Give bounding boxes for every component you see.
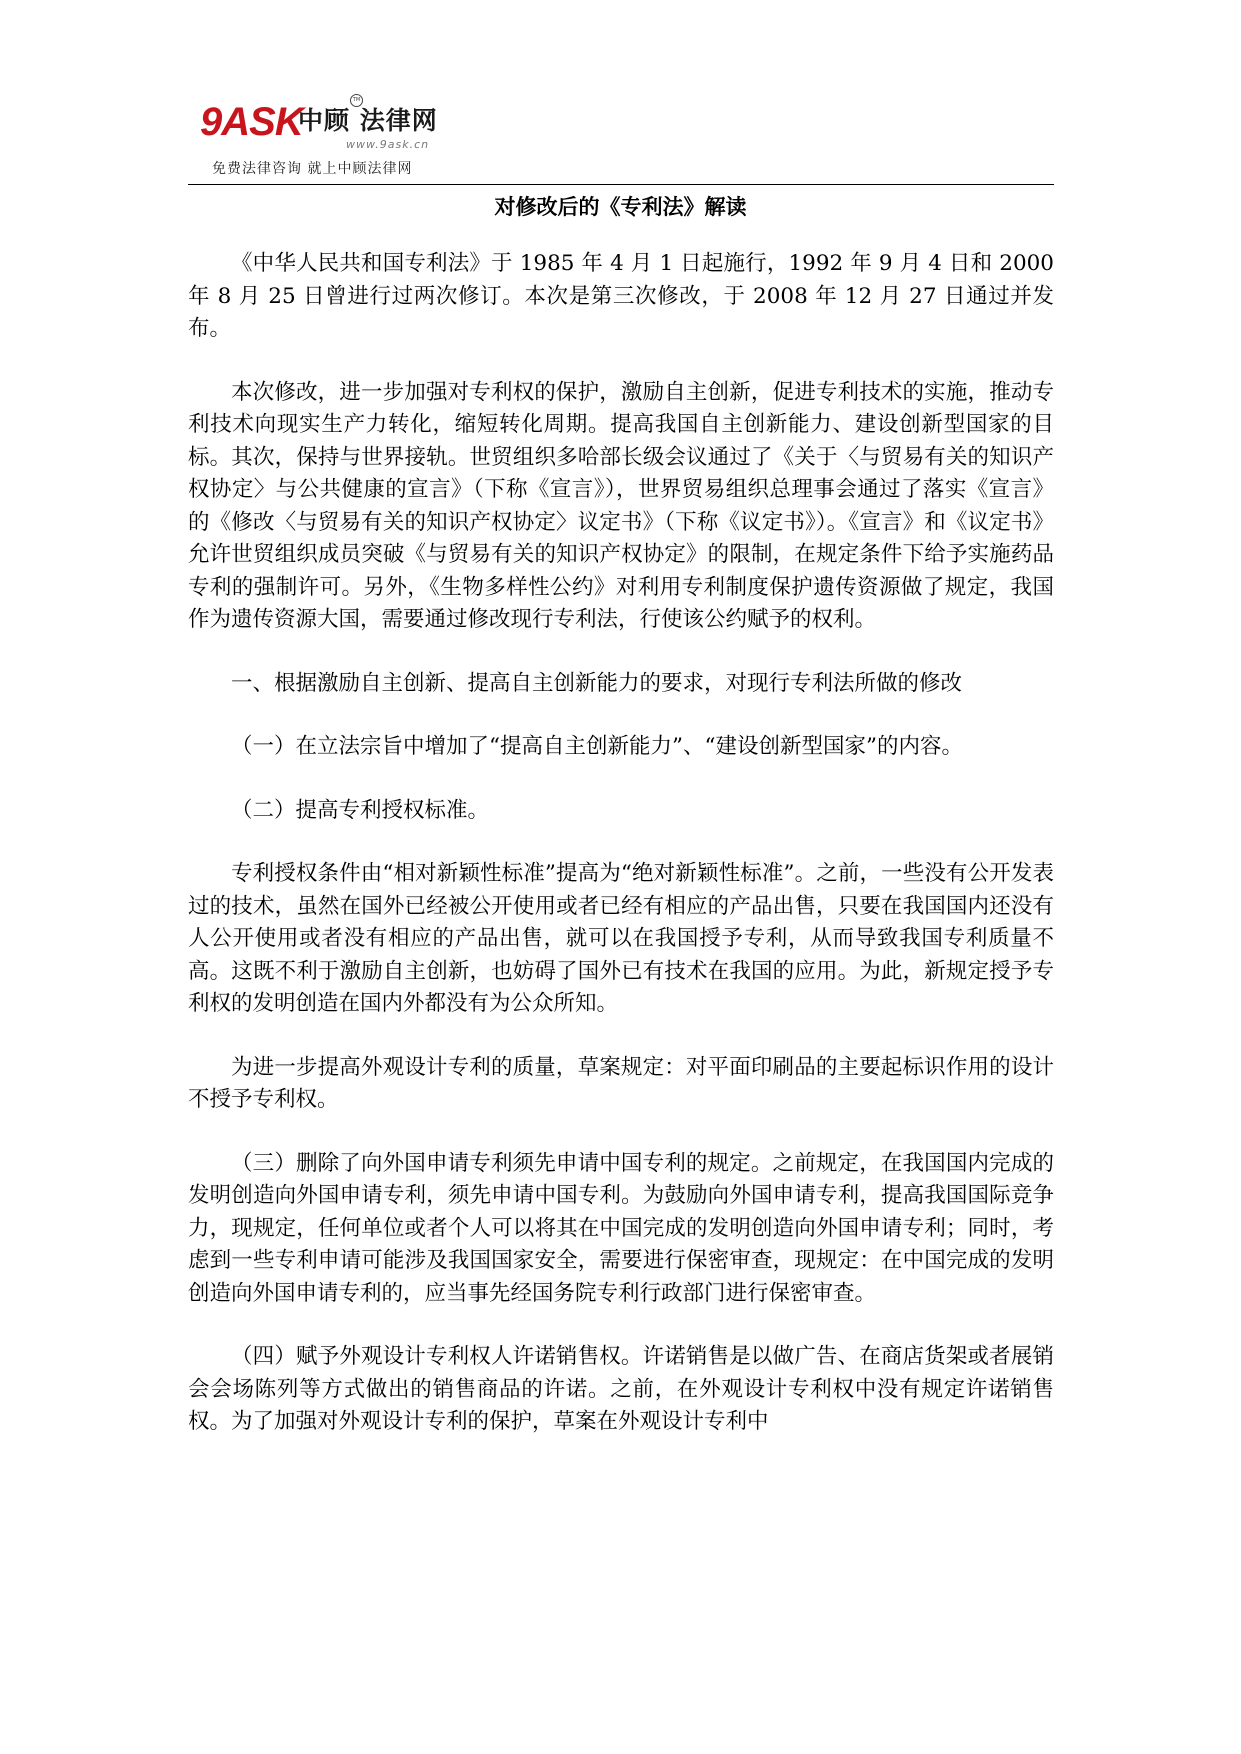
trademark-icon: TM <box>350 94 363 107</box>
logo-mark: 9ASK <box>200 100 303 144</box>
logo-name: 中顾 法律网 <box>298 106 438 135</box>
document-body <box>188 248 1054 1470</box>
paragraph-3: 一、根据激励自主创新、提高自主创新能力的要求，对现行专利法所做的修改 <box>231 670 963 696</box>
paragraph-6: 专利授权条件由“相对新颖性标准”提高为“绝对新颖性标准”。之前，一些没有公开发表过的技术，虽然在国外已经被公开使用或者已经有相应的产品出售，只要在我国国内还没有人公开使用或者没有相应的产品出售，就可以在我国授予专利，从而导致我国专利质量不高。这既不利于激励自主创新，也妨碍了国外已有技术在我国的应用。为此，新规定授予专利权的发明创造在国内外都没有为公众所知。 <box>188 861 1054 1016</box>
paragraph-9: （四）赋予外观设计专利权人许诺销售权。许诺销售是以做广告、在商店货架或者展销会会场陈列等方式做出的销售商品的许诺。之前，在外观设计专利权中没有规定许诺销售权。为了加强对外观设计专利的保护，草案在外观设计专利中 <box>188 1344 1054 1434</box>
paragraph-1: 《中华人民共和国专利法》于 1985 年 4 月 1 日起施行，1992 年 9 月 4 日和 2000 年 8 月 25 日曾进行过两次修订。本次是第三次修改，于 2008 年 12 月 27 日通过并发布。 <box>188 251 1054 341</box>
paragraph-5: （二）提高专利授权标准。 <box>231 797 490 823</box>
paragraph-7: 为进一步提高外观设计专利的质量，草案规定：对平面印刷品的主要起标识作用的设计不授予专利权。 <box>188 1054 1054 1112</box>
header-divider <box>188 184 1054 185</box>
logo-slogan: 免费法律咨询 就上中顾法律网 <box>212 161 413 177</box>
paragraph-2: 本次修改，进一步加强对专利权的保护，激励自主创新，促进专利技术的实施，推动专利技术向现实生产力转化，缩短转化周期。提高我国自主创新能力、建设创新型国家的目标。其次，保持与世界接轨。世贸组织多哈部长级会议通过了《关于〈与贸易有关的知识产权协定〉与公共健康的宣言》（下称《宣言》），世界贸易组织总理事会通过了落实《宣言》的《修改〈与贸易有关的知识产权协定〉议定书》（下称《议定书》）。《宣言》和《议定书》允许世贸组织成员突破《与贸易有关的知识产权协定》的限制，在规定条件下给予实施药品专利的强制许可。另外，《生物多样性公约》对利用专利制度保护遗传资源做了规定，我国作为遗传资源大国，需要通过修改现行专利法，行使该公约赋予的权利。 <box>188 379 1054 632</box>
site-logo[interactable] <box>200 88 460 180</box>
paragraph-4: （一）在立法宗旨中增加了“提高自主创新能力”、“建设创新型国家”的内容。 <box>231 734 963 759</box>
logo-url: www.9ask.cn <box>346 138 430 151</box>
paragraph-8: （三）删除了向外国申请专利须先申请中国专利的规定。之前规定，在我国国内完成的发明创造向外国申请专利，须先申请中国专利。为鼓励向外国申请专利，提高我国国际竞争力，现规定，任何单位或者个人可以将其在中国完成的发明创造向外国申请专利；同时，考虑到一些专利申请可能涉及我国国家安全，需要进行保密审查，现规定：在中国完成的发明创造向外国申请专利的，应当事先经国务院专利行政部门进行保密审查。 <box>188 1150 1054 1306</box>
document-title: 对修改后的《专利法》解读 <box>494 195 747 219</box>
